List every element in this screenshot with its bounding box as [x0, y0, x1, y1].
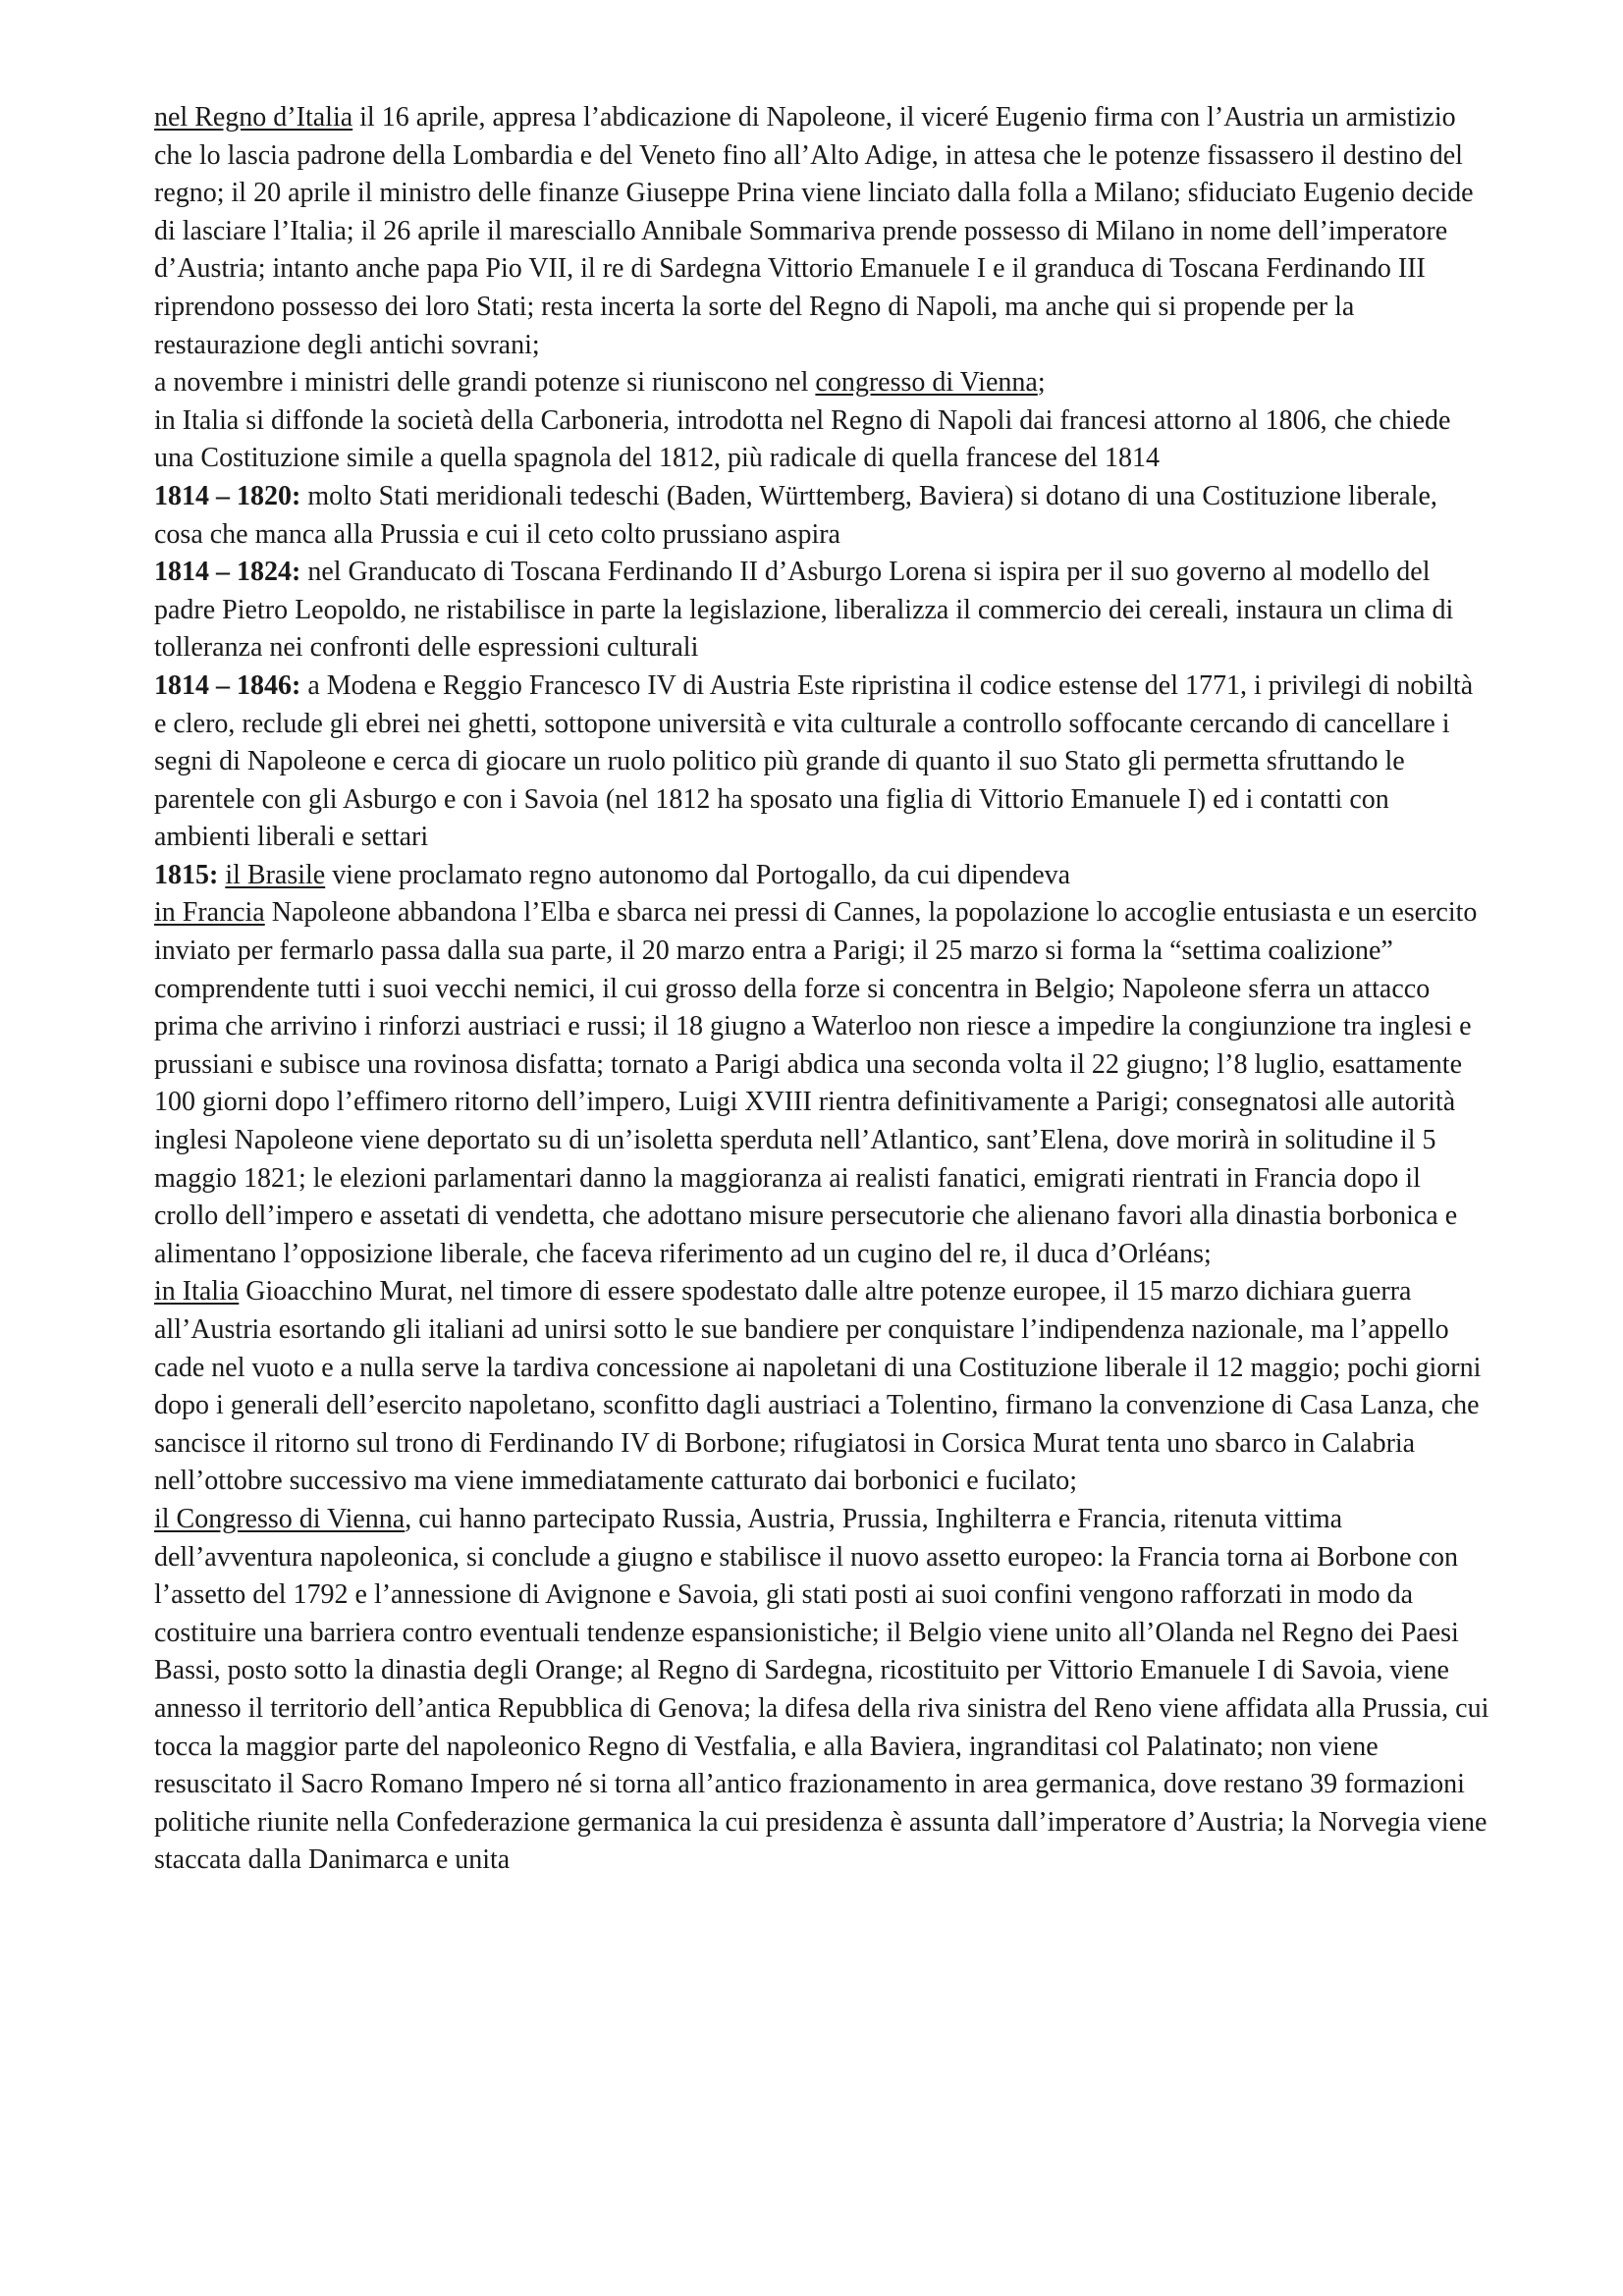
paragraph-regno-italia [154, 99, 1489, 364]
paragraph-congresso-novembre [154, 364, 1489, 402]
paragraph-1814-1820 [154, 478, 1489, 554]
paragraph-text: viene proclamato regno autonomo dal Portogallo, da cui dipendeva [325, 859, 1071, 890]
underlined-heading: nel Regno d’Italia [154, 102, 353, 133]
underlined-heading: il Brasile [225, 859, 326, 890]
paragraph-text: Gioacchino Murat, nel timore di essere spodestato dalle altre potenze europee, il 15 marzo dichiara guerra all’Austria esortando gli italiani ad unirsi sotto le sue bandiere per conquistare l’indipendenza nazionale, ma l’appello cade nel vuoto e a nulla serve la tardiva concessione ai napoletani di una Costituzione liberale il 12 maggio; pochi giorni dopo i generali dell’esercito napoletano, sconfitto dagli austriaci a Tolentino, firmano la convenzione di Casa Lanza, che sancisce il ritorno sul trono di Ferdinando IV di Borbone; rifugiatosi in Corsica Murat tenta uno sbarco in Calabria nell’ottobre successivo ma viene immediatamente catturato dai borbonici e fucilato; [154, 1276, 1482, 1497]
paragraph-text: il 16 aprile, appresa l’abdicazione di Napoleone, il viceré Eugenio firma con l’Austria un armistizio che lo lascia padrone della Lombardia e del Veneto fino all’Alto Adige, in attesa che le potenze fissassero il destino del regno; il 20 aprile il ministro delle finanze Giuseppe Prina viene linciato dalla folla a Milano; sfiduciato Eugenio decide di lasciare l’Italia; il 26 aprile il maresciallo Annibale Sommariva prende possesso di Milano in nome dell’imperatore d’Austria; intanto anche papa Pio VII, il re di Sardegna Vittorio Emanuele I e il granduca di Toscana Ferdinando III riprendono possesso dei loro Stati; resta incerta la sorte del Regno di Napoli, ma anche qui si propende per la restaurazione degli antichi sovrani; [154, 102, 1474, 360]
paragraph-1814-1846 [154, 667, 1489, 857]
date-heading: 1814 – 1824: [154, 557, 301, 588]
paragraph-carboneria [154, 402, 1489, 478]
paragraph-text: in Italia si diffonde la società della Carboneria, introdotta nel Regno di Napoli dai francesi attorno al 1806, che chiede una Costituzione simile a quella spagnola del 1812, più radicale di quella francese del 1814 [154, 404, 1451, 474]
paragraph-text: a Modena e Reggio Francesco IV di Austria Este ripristina il codice estense del 1771, i privilegi di nobiltà e clero, reclude gli ebrei nei ghetti, sottopone università e vita culturale a controllo soffocante cercando di cancellare i segni di Napoleone e cerca di giocare un ruolo politico più grande di quanto il suo Stato gli permetta sfruttando le parentele con gli Asburgo e con i Savoia (nel 1812 ha sposato una figlia di Vittorio Emanuele I) ed i contatti con ambienti liberali e settari [154, 669, 1474, 853]
date-heading: 1815: [154, 859, 219, 890]
document-body [154, 99, 1489, 1880]
underlined-heading: in Francia [154, 897, 265, 929]
paragraph-1815-brasile [154, 857, 1489, 895]
paragraph-text: , cui hanno partecipato Russia, Austria, Prussia, Inghilterra e Francia, ritenuta vittima dell’avventura napoleonica, si conclude a giugno e stabilisce il nuovo assetto europeo: la Francia torna ai Borbone con l’assetto del 1792 e l’annessione di Avignone e Savoia, gli stati posti ai suoi confini vengono rafforzati in modo da costituire una barriera contro eventuali tendenze espansionistiche; il Belgio viene unito all’Olanda nel Regno dei Paesi Bassi, posto sotto la dinastia degli Orange; al Regno di Sardegna, ricostituito per Vittorio Emanuele I di Savoia, viene annesso il territorio dell’antica Repubblica di Genova; la difesa della riva sinistra del Reno viene affidata alla Prussia, cui tocca la maggior parte del napoleonico Regno di Vestfalia, e alla Baviera, ingranditasi col Palatinato; non viene resuscitato il Sacro Romano Impero né si torna all’antico frazionamento in area germanica, dove restano 39 formazioni politiche riunite nella Confederazione germanica la cui presidenza è assunta dall’imperatore d’Austria; la Norvegia viene staccata dalla Danimarca e unita [154, 1503, 1489, 1876]
underlined-heading: in Italia [154, 1276, 240, 1308]
paragraph-1814-1824 [154, 554, 1489, 667]
date-heading: 1814 – 1846: [154, 669, 301, 701]
underlined-term: congresso di Vienna [815, 367, 1038, 399]
paragraph-text: Napoleone abbandona l’Elba e sbarca nei pressi di Cannes, la popolazione lo accoglie entusiasta e un esercito inviato per fermarlo passa dalla sua parte, il 20 marzo entra a Parigi; il 25 marzo si forma la “settima coalizione” comprendente tutti i suoi vecchi nemici, il cui grosso della forze si concentra in Belgio; Napoleone sferra un attacco prima che arrivino i rinforzi austriaci e russi; il 18 giugno a Waterloo non riesce a impedire la congiunzione tra inglesi e prussiani e subisce una rovinosa disfatta; tornato a Parigi abdica una seconda volta il 22 giugno; l’8 luglio, esattamente 100 giorni dopo l’effimero ritorno dell’impero, Luigi XVIII rientra definitivamente a Parigi; consegnatosi alle autorità inglesi Napoleone viene deportato su di un’isoletta sperduta nell’Atlantico, sant’Elena, dove morirà in solitudine il 5 maggio 1821; le elezioni parlamentari danno la maggioranza ai realisti fanatici, emigrati rientrati in Francia dopo il crollo dell’impero e assetati di vendetta, che adottano misure persecutorie che alienano favori alla dinastia borbonica e alimentano l’opposizione liberale, che faceva riferimento ad un cugino del re, il duca d’Orléans; [154, 897, 1478, 1269]
paragraph-francia [154, 894, 1489, 1273]
paragraph-text: a novembre i ministri delle grandi potenze si riuniscono nel [154, 367, 816, 399]
paragraph-text: ; [1037, 367, 1046, 399]
paragraph-italia-murat [154, 1273, 1489, 1501]
paragraph-text: nel Granducato di Toscana Ferdinando II d’Asburgo Lorena si ispira per il suo governo al modello del padre Pietro Leopoldo, ne ristabilisce in parte la legislazione, liberalizza il commercio dei cereali, instaura un clima di tolleranza nei confronti delle espressioni culturali [154, 557, 1454, 664]
paragraph-text: molto Stati meridionali tedeschi (Baden, Württemberg, Baviera) si dotano di una Costituzione liberale, cosa che manca alla Prussia e cui il ceto colto prussiano aspira [154, 480, 1437, 550]
paragraph-congresso-vienna [154, 1501, 1489, 1880]
date-heading: 1814 – 1820: [154, 480, 301, 511]
underlined-heading: il Congresso di Vienna [154, 1503, 406, 1534]
